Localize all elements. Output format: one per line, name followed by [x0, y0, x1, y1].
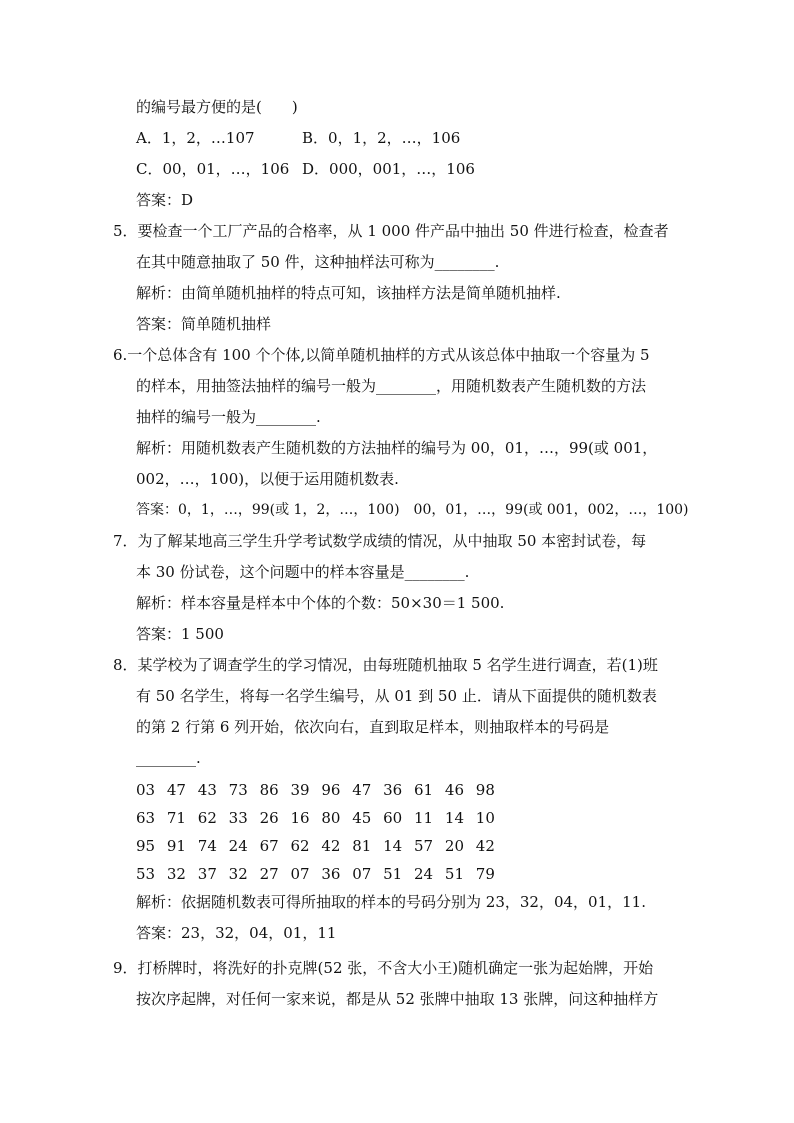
table-cell: 79 [475, 865, 495, 883]
question-5-stem: 5．要检查一个工厂产品的合格率，从 1 000 件产品中抽出 50 件进行检查，检查者 [113, 222, 669, 240]
table-cell: 62 [290, 837, 310, 855]
table-cell: 62 [197, 809, 217, 827]
table-cell: 81 [352, 837, 372, 855]
random-table-row-3 [136, 836, 507, 856]
table-cell: 57 [414, 837, 434, 855]
table-cell: 27 [259, 865, 279, 883]
question-7-stem: 7．为了解某地高三学生升学考试数学成绩的情况，从中抽取 50 本密封试卷，每 [113, 532, 647, 550]
table-cell: 60 [383, 809, 403, 827]
question-6-stem: 6.一个总体含有 100 个个体,以简单随机抽样的方式从该总体中抽取一个容量为 5 [113, 346, 650, 364]
question-5-analysis: 解析：由简单随机抽样的特点可知，该抽样方法是简单随机抽样. [136, 284, 561, 302]
table-cell: 71 [166, 809, 186, 827]
table-cell: 20 [444, 837, 464, 855]
table-cell: 95 [136, 837, 156, 855]
question-4-stem-end: 的编号最方便的是( ) [136, 98, 298, 116]
question-6-stem-cont: 的样本，用抽签法抽样的编号一般为________，用随机数表产生随机数的方法 [136, 377, 647, 395]
table-cell: 36 [383, 781, 403, 799]
question-8-stem-cont: 有 50 名学生，将每一名学生编号，从 01 到 50 止．请从下面提供的随机数表 [136, 687, 657, 705]
question-5-answer: 答案：简单随机抽样 [136, 315, 272, 333]
question-9-stem-cont: 按次序起牌，对任何一家来说，都是从 52 张牌中抽取 13 张牌，问这种抽样方 [136, 990, 659, 1008]
question-8-stem: 8．某学校为了调查学生的学习情况，由每班随机抽取 5 名学生进行调查，若(1)班 [113, 656, 658, 674]
table-cell: 73 [228, 781, 248, 799]
table-cell: 42 [475, 837, 495, 855]
table-cell: 80 [321, 809, 341, 827]
question-7-analysis: 解析：样本容量是样本中个体的个数：50×30＝1 500. [136, 594, 505, 612]
table-cell: 24 [414, 865, 434, 883]
table-cell: 53 [136, 865, 156, 883]
question-6-answer: 答案：0，1，…，99(或 1，2，…，100) 00，01，…，99(或 001，002，…，100) [136, 502, 689, 518]
table-cell: 39 [290, 781, 310, 799]
option-b: B．0，1，2，…，106 [302, 129, 461, 147]
table-cell: 14 [383, 837, 403, 855]
table-cell: 96 [321, 781, 341, 799]
table-cell: 74 [197, 837, 217, 855]
table-cell: 10 [475, 809, 495, 827]
table-cell: 42 [321, 837, 341, 855]
random-table-row-2 [136, 808, 507, 828]
option-c: C．00，01，…，106 [136, 160, 290, 178]
table-cell: 36 [321, 865, 341, 883]
table-cell: 32 [166, 865, 186, 883]
table-cell: 45 [352, 809, 372, 827]
option-a: A．1，2，…107 [136, 129, 255, 147]
table-cell: 16 [290, 809, 310, 827]
table-cell: 33 [228, 809, 248, 827]
table-cell: 43 [197, 781, 217, 799]
table-cell: 91 [166, 837, 186, 855]
table-cell: 11 [414, 809, 434, 827]
question-6-analysis-cont: 002，…，100)，以便于运用随机数表. [136, 470, 399, 488]
table-cell: 37 [197, 865, 217, 883]
table-cell: 47 [352, 781, 372, 799]
table-cell: 26 [259, 809, 279, 827]
question-6-analysis: 解析：用随机数表产生随机数的方法抽样的编号为 00，01，…，99(或 001， [136, 439, 658, 457]
question-5-stem-cont: 在其中随意抽取了 50 件，这种抽样法可称为________. [136, 253, 500, 271]
question-9-stem: 9．打桥牌时，将洗好的扑克牌(52 张，不含大小王)随机确定一张为起始牌，开始 [113, 959, 654, 977]
question-6-stem-end: 抽样的编号一般为________. [136, 408, 321, 426]
question-8-stem-cont-2: 的第 2 行第 6 列开始，依次向右，直到取足样本，则抽取样本的号码是 [136, 718, 610, 736]
table-cell: 61 [414, 781, 434, 799]
table-cell: 07 [352, 865, 372, 883]
table-cell: 32 [228, 865, 248, 883]
table-cell: 07 [290, 865, 310, 883]
table-cell: 14 [444, 809, 464, 827]
table-cell: 51 [444, 865, 464, 883]
table-cell: 03 [136, 781, 156, 799]
question-4-answer: 答案：D [136, 191, 194, 209]
question-7-answer: 答案：1 500 [136, 625, 224, 643]
question-8-answer: 答案：23，32，04，01，11 [136, 924, 337, 942]
random-table-row-1 [136, 780, 507, 800]
question-8-analysis: 解析：依据随机数表可得所抽取的样本的号码分别为 23，32，04，01，11. [136, 893, 646, 911]
table-cell: 63 [136, 809, 156, 827]
table-cell: 67 [259, 837, 279, 855]
random-table-row-4 [136, 864, 507, 884]
table-cell: 24 [228, 837, 248, 855]
question-8-blank: ________. [136, 749, 201, 767]
question-4-options-ab [136, 128, 460, 148]
table-cell: 86 [259, 781, 279, 799]
question-7-stem-cont: 本 30 份试卷，这个问题中的样本容量是________. [136, 563, 470, 581]
table-cell: 46 [444, 781, 464, 799]
question-4-options-cd [136, 159, 475, 179]
table-cell: 51 [383, 865, 403, 883]
option-d: D．000，001，…，106 [302, 160, 475, 178]
table-cell: 98 [475, 781, 495, 799]
table-cell: 47 [166, 781, 186, 799]
